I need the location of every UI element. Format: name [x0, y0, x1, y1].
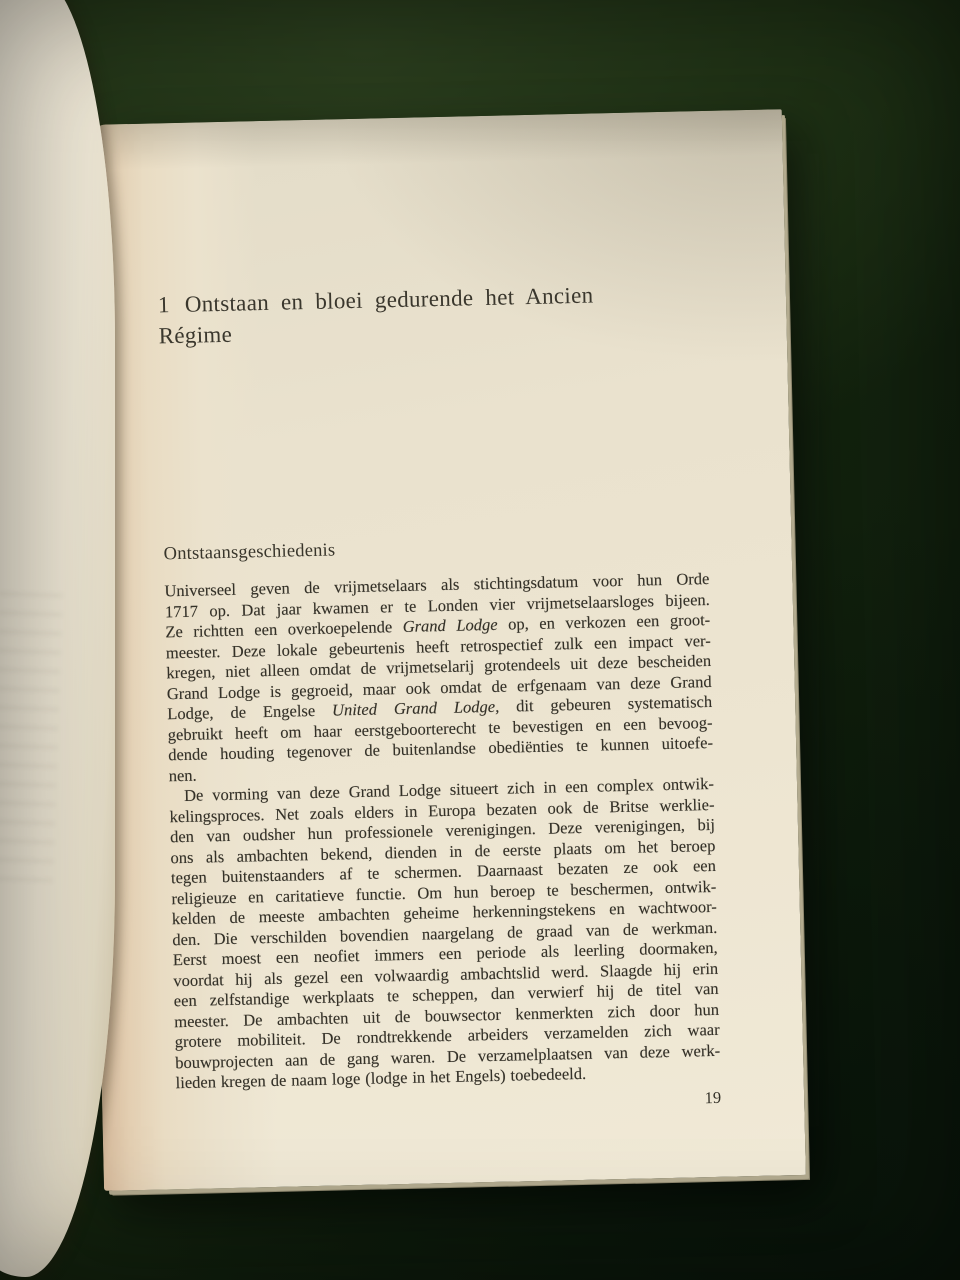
body-line: nen. [168, 765, 197, 785]
text-column [158, 277, 722, 1120]
previous-page-curl [0, 0, 115, 1277]
body-line: kelingsproces. Net zoals elders in Europa bezaten ook de Britse werklie- [169, 794, 715, 826]
chapter-heading [158, 277, 704, 351]
show-through-smudge [0, 592, 63, 884]
body-line: tegen buitenstaanders af te schermen. Daarnaast bezaten ze ook een [170, 855, 717, 888]
page-content [80, 109, 806, 1191]
body-line: bouwprojecten aan de gang waren. De verzamelplaatsen van deze werk- [174, 1040, 721, 1072]
body-line: voordat hij als gezel een volwaardig ambachtslid werd. Slaagde hij erin [173, 958, 719, 990]
body-line: religieuze en caritatieve functie. Om hun beroep te beschermen, ontwik- [171, 876, 717, 908]
body-line: gebruikt heeft om haar eerstgeboorterecht te bevestigen en een bevoog- [167, 712, 713, 744]
body-line: De vorming van deze Grand Lodge situeert zich in een complex ontwik- [183, 773, 715, 805]
body-line: 1717 op. Dat jaar kwamen er te Londen vier vrijmetselaarsloges bijeen. [164, 589, 711, 621]
body-line: kelden de meeste ambachten geheime herkenningstekens en wachtwoor- [171, 896, 717, 929]
body-line: Eerst moest een neofiet immers een periode als leerling doormaken, [172, 937, 718, 970]
body-line: lieden kregen de naam loge (lodge in het Engels) toebedeeld. [175, 1063, 587, 1093]
body-line: Ze richtten een overkoepelende Grand Lodge op, en verkozen een groot- [165, 609, 711, 642]
body-line: grotere mobiliteit. De rondtrekkende arbeiders verzamelden zich waar [174, 1019, 720, 1052]
book-page [80, 109, 806, 1191]
body-text [164, 569, 720, 1094]
body-line: ons als ambachten bekend, dienden in de eerste plaats om het beroep [170, 835, 716, 867]
body-line: dende houding tegenover de buitenlandse obediënties te kunnen uitoefe- [168, 732, 714, 765]
body-line: een zelfstandige werkplaats te scheppen, dan verwierf hij de titel van [173, 978, 719, 1011]
body-line: den. Die verschilden bovendien naargelang de graad van de werkman. [172, 917, 718, 949]
body-line: Grand Lodge is gegroeid, maar ook omdat de erfgenaam van deze Grand [166, 671, 712, 703]
chapter-title-line1: Ontstaan en bloei gedurende het Ancien [184, 282, 594, 317]
chapter-title-line2: Régime [158, 321, 233, 349]
page-number: 19 [704, 1087, 722, 1107]
chapter-number: 1 [157, 292, 171, 318]
body-line: Universeel geven de vrijmetselaars als stichtingsdatum voor hun Orde [164, 568, 710, 601]
body-line: meester. Deze lokale gebeurtenis heeft retrospectief zulk een impact ver- [165, 630, 711, 662]
body-line: Lodge, de Engelse United Grand Lodge, dit gebeuren systematisch [167, 691, 713, 724]
section-heading: Ontstaansgeschiedenis [163, 540, 336, 565]
body-line: den van oudsher hun professionele verenigingen. Deze verenigingen, bij [169, 814, 716, 847]
body-line: meester. De ambachten uit de bouwsector kenmerkten zich door hun [174, 999, 720, 1031]
body-line: kregen, niet alleen omdat de vrijmetselarij grotendeels uit deze bescheiden [166, 650, 712, 683]
